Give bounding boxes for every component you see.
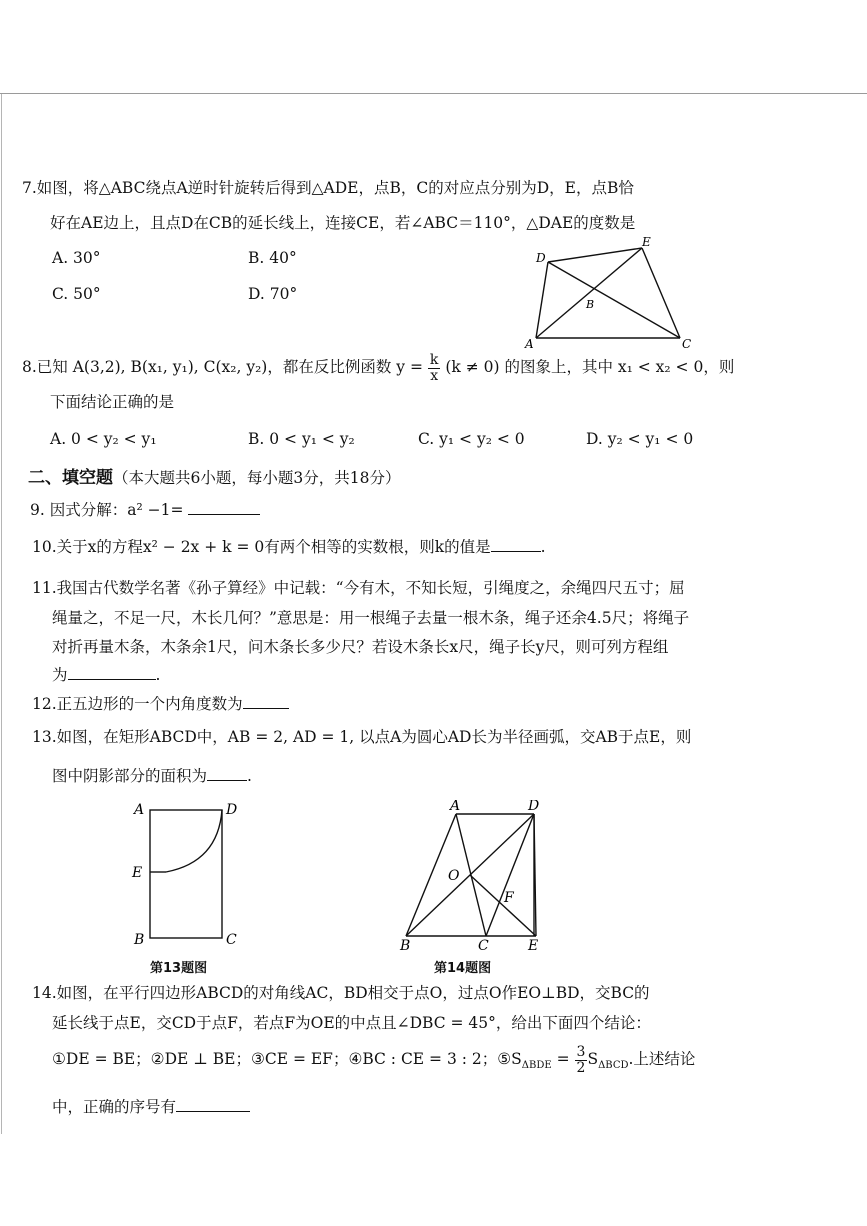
- q7-label-e: E: [642, 235, 651, 249]
- q7-segment-dc: [548, 262, 680, 338]
- section2-heading: [28, 468, 400, 488]
- q13-label-a: A: [134, 802, 145, 818]
- q14-label-d: D: [528, 800, 540, 814]
- q14-label-b: B: [400, 938, 411, 954]
- q13-label-e: E: [132, 865, 143, 881]
- q11-line1: 11.我国古代数学名著《孙子算经》中记载：“今有木，不知长短，引绳度之，余绳四尺五寸；屈: [32, 579, 685, 597]
- q14-answer-blank: [176, 1097, 250, 1112]
- q7-segment-ec: [642, 248, 680, 338]
- q13-line2-post: .: [247, 767, 252, 785]
- q14-line3-post: .上述结论: [628, 1050, 696, 1068]
- q13-line1: 13.如图，在矩形ABCD中，AB = 2, AD = 1, 以点A为圆心AD长为半径画弧，交AB于点E，则: [32, 728, 692, 746]
- q7-figure: [520, 232, 700, 352]
- q14-segment-oe: [470, 875, 536, 936]
- q14-s: S: [587, 1050, 599, 1068]
- q10-text-post: .: [540, 538, 546, 556]
- q13-arc: [166, 810, 222, 872]
- q8-line1-pre: 8.已知 A(3,2), B(x₁, y₁), C(x₂, y₂)，都在反比例函数 y =: [22, 358, 423, 376]
- q11-line4-pre: 为: [52, 666, 68, 684]
- page-left-rule: [1, 94, 2, 1134]
- q7-option-a: A. 30°: [52, 249, 101, 267]
- q14-line4: [52, 1097, 250, 1117]
- q11-line3: 对折再量木条，木条余1尺，问木条长多少尺？若设木条长x尺，绳子长y尺，则可列方程组: [52, 638, 669, 656]
- q7-label-c: C: [682, 337, 692, 351]
- q7-label-b: B: [586, 298, 595, 311]
- section2-title: 二、填空题: [28, 468, 113, 488]
- q8-option-d: D. y₂ < y₁ < 0: [586, 430, 694, 448]
- q8-line2: 下面结论正确的是: [50, 393, 175, 411]
- page-top-rule: [0, 93, 867, 94]
- q11-line4-post: .: [155, 666, 161, 684]
- q13-line2: [52, 766, 252, 786]
- q13-caption: 第13题图: [150, 961, 208, 976]
- q12-line: [32, 694, 289, 714]
- q10-answer-blank: [491, 537, 541, 552]
- q8-frac-num: k: [429, 351, 439, 368]
- q10-line: [32, 537, 546, 557]
- q13-rectangle: [150, 810, 222, 938]
- q13-label-d: D: [226, 802, 238, 818]
- q8-fraction: [428, 353, 440, 384]
- q8-option-c: C. y₁ < y₂ < 0: [418, 430, 525, 448]
- q14-line2: 延长线于点E，交CD于点F，若点F为OE的中点且∠DBC = 45°，给出下面四个结论：: [52, 1014, 651, 1032]
- q12-answer-blank: [243, 694, 289, 709]
- q7-option-c: C. 50°: [52, 285, 101, 303]
- q11-line2: 绳量之，不足一尺，木长几何？”意思是：用一根绳子去量一根木条，绳子还余4.5尺；将绳子: [52, 609, 690, 627]
- q7-line2: 好在AE边上，且点D在CB的延长线上，连接CE，若∠ABC＝110°，△DAE的度数是: [50, 214, 636, 232]
- q13-answer-blank: [207, 766, 247, 781]
- q9-answer-blank: [188, 500, 260, 515]
- q14-sub-bcd: ΔBCD: [598, 1060, 629, 1072]
- q14-sub-bde: ΔBDE: [521, 1060, 552, 1072]
- q14-frac-den: 2: [576, 1059, 586, 1076]
- q8-option-b: B. 0 < y₁ < y₂: [248, 430, 355, 448]
- q14-frac-num: 3: [576, 1043, 586, 1060]
- q7-label-a: A: [525, 337, 534, 351]
- q14-segment-dc-side: [486, 814, 534, 936]
- q14-caption: 第14题图: [434, 961, 492, 976]
- q13-label-c: C: [226, 932, 237, 948]
- q9-text: 9. 因式分解：a² −1=: [30, 501, 184, 519]
- q8-frac-den: x: [430, 367, 439, 384]
- q14-line3-pre: ①DE = BE；②DE ⊥ BE；③CE = EF；④BC : CE = 3 : 2；⑤S: [52, 1050, 522, 1068]
- q8-line1-post: (k ≠ 0) 的图象上，其中 x₁ < x₂ < 0，则: [445, 358, 735, 376]
- q14-label-c: C: [478, 938, 489, 954]
- q10-text: 10.关于x的方程x² − 2x + k = 0有两个相等的实数根，则k的值是: [32, 538, 491, 556]
- q14-line1: 14.如图，在平行四边形ABCD的对角线AC，BD相交于点O，过点O作EO⊥BD，交BC的: [32, 984, 650, 1002]
- q7-segment-ad: [536, 262, 548, 338]
- q12-text: 12.正五边形的一个内角度数为: [32, 695, 243, 713]
- q7-label-d: D: [536, 251, 546, 265]
- q14-eq: =: [551, 1050, 575, 1068]
- q11-answer-blank: [68, 665, 156, 680]
- q13-figure: [126, 796, 256, 954]
- q14-figure: [396, 800, 566, 956]
- q7-option-b: B. 40°: [248, 249, 297, 267]
- q11-line4: [52, 665, 160, 685]
- q14-label-f: F: [504, 890, 514, 906]
- q13-line2-pre: 图中阴影部分的面积为: [52, 767, 208, 785]
- q9-line: [30, 500, 260, 520]
- q7-option-d: D. 70°: [248, 285, 298, 303]
- q14-label-o: O: [448, 868, 460, 884]
- q14-fraction: [575, 1045, 588, 1076]
- q14-label-a: A: [450, 800, 461, 814]
- q8-line1: [22, 352, 734, 384]
- q14-label-e: E: [528, 938, 539, 954]
- section2-note: （本大题共6小题，每小题3分，共18分）: [113, 469, 401, 487]
- q13-label-b: B: [134, 932, 145, 948]
- q7-line1: 7.如图，将△ABC绕点A逆时针旋转后得到△ADE，点B，C的对应点分别为D，E，点B恰: [22, 179, 634, 197]
- q14-line4-text: 中，正确的序号有: [52, 1098, 177, 1116]
- q8-option-a: A. 0 < y₂ < y₁: [50, 430, 157, 448]
- q14-line3: [52, 1042, 695, 1083]
